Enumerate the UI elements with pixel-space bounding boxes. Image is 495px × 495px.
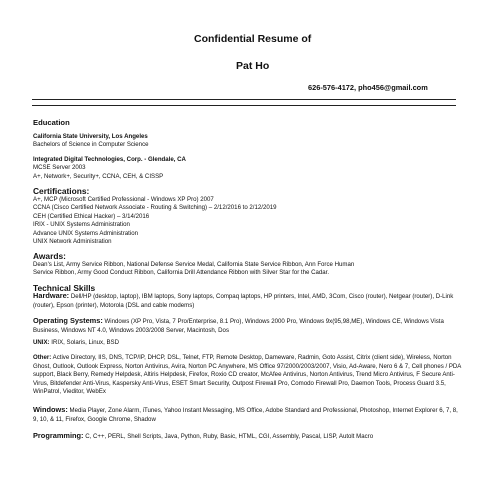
education-org: Integrated Digital Technologies, Corp. - Glendale, CA bbox=[33, 156, 186, 163]
programming-label: Programming: bbox=[33, 431, 84, 440]
certification-item: CEH (Certified Ethical Hacker) – 3/14/2016 bbox=[33, 212, 150, 220]
certification-item: CCNA (Cisco Certified Network Associate - Routing & Switching) – 2/12/2016 to 2/12/2019 bbox=[33, 204, 277, 212]
unix-skills bbox=[33, 339, 463, 348]
os-label: Operating Systems: bbox=[33, 316, 103, 325]
candidate-name: Pat Ho bbox=[236, 60, 270, 72]
certifications-heading: Certifications: bbox=[33, 186, 90, 196]
other-skills bbox=[33, 354, 463, 397]
awards-text bbox=[33, 261, 354, 278]
contact-info: 626-576-4172, pho456@gmail.com bbox=[308, 83, 428, 92]
education-org: California State University, Los Angeles bbox=[33, 133, 148, 140]
os-text: Windows (XP Pro, Vista, 7 Pro/Enterprise, 8.1 Pro), Windows 2000 Pro, Windows 9x(95,98,ME), Windows CE, Windows Vista Business, Windows NT 4.0, Windows 2003/2008 Server, Macintosh, Dos bbox=[33, 318, 444, 334]
unix-label: UNIX: bbox=[33, 339, 50, 346]
awards-heading: Awards: bbox=[33, 251, 66, 261]
education-degree: Bachelors of Science in Computer Science bbox=[33, 141, 149, 149]
certification-item: A+, MCP (Microsoft Certified Professional - Windows XP Pro) 2007 bbox=[33, 196, 214, 203]
education-entry bbox=[33, 133, 149, 150]
divider-bottom bbox=[32, 105, 456, 106]
awards-line: Dean's List, Army Service Ribbon, National Defense Service Medal, California State Service Ribbon, Ann Force Human bbox=[33, 261, 355, 268]
windows-skills bbox=[33, 406, 463, 424]
windows-label: Windows: bbox=[33, 405, 68, 414]
certifications-list bbox=[33, 196, 277, 246]
programming-skills bbox=[33, 432, 463, 442]
education-detail: A+, Network+, Security+, CCNA, CEH, & CISSP bbox=[33, 172, 164, 180]
hardware-label: Hardware: bbox=[33, 291, 70, 300]
technical-skills-heading: Technical Skills bbox=[33, 283, 96, 293]
education-detail: MCSE Server 2003 bbox=[33, 164, 86, 172]
divider-top bbox=[32, 99, 456, 100]
hardware-skills bbox=[33, 292, 463, 310]
windows-text: Media Player, Zone Alarm, iTunes, Yahoo Instant Messaging, MS Office, Adobe Standard and Professional, Photoshop, Internet Explorer 6, 7, 8, 9, 10, & 11, Firefox, Google Chrome, Shadow bbox=[33, 407, 458, 423]
education-heading: Education bbox=[33, 118, 70, 127]
awards-line: Service Ribbon, Army Good Conduct Ribbon, California Drill Attendance Ribbon with Silver Star for the Cadar. bbox=[33, 269, 330, 277]
unix-text: IRIX, Solaris, Linux, BSD bbox=[49, 339, 120, 346]
other-text: Active Directory, IIS, DNS, TCP/IP, DHCP, DSL, Telnet, FTP, Remote Desktop, Dameware, Radmin, Goto Assist, Citrix (client side), Wireless, Norton Ghost, Outlook, Outlook Express, Norton Antivirus, Avira, Norton PC Anywhere, MS Office 97/2000/2003/2007, Visio, Ad-Aware, Nero 6 & 7, Cell phones / PDA support, Black Berry, Remedy Helpdesk, Altiris Helpdesk, Firefox, Roxio CD creator, McAfee Antivirus, Norton Antivirus, Trend Micro Antivirus, F Secure Anti-Virus, Bitdefender Anti-Virus, Kaspersky Anti-Virus, ESET Smart Security, Outpost Firewall Pro, Comodo Firewall Pro, Daemon Tools, Process Guard 3.5, WinPatrol, Vieditor, WebEx bbox=[33, 354, 462, 395]
certification-item: Advance UNIX Systems Administration bbox=[33, 229, 138, 237]
other-label: Other: bbox=[33, 354, 52, 361]
hardware-text: Dell/HP (desktop, laptop), IBM laptops, Sony laptops, Compaq laptops, HP printers, Intel, AMD, 3Com, Cisco (router), Netgear (router), D-Link (router), Epson (printer), Motorola (DSL and cable modems) bbox=[33, 293, 454, 309]
certification-item: UNIX Network Administration bbox=[33, 238, 112, 246]
resume-title: Confidential Resume of bbox=[194, 33, 312, 45]
programming-text: C, C++, PERL, Shell Scripts, Java, Python, Ruby, Basic, HTML, CGI, Assembly, Pascal, LISP, Autolt Macro bbox=[83, 433, 374, 440]
education-entry bbox=[33, 156, 186, 181]
certification-item: IRIX - UNIX Systems Administration bbox=[33, 221, 130, 229]
os-skills bbox=[33, 317, 463, 335]
